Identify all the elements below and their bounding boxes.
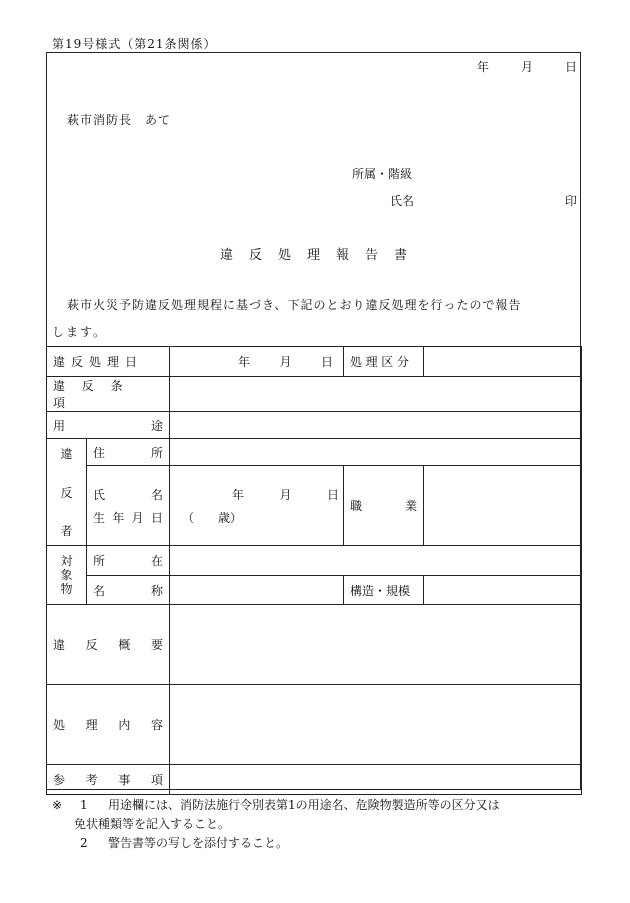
name-birth-label [87, 466, 170, 546]
header-year: 年 [477, 60, 490, 74]
object-label [47, 546, 87, 605]
report-table [46, 346, 582, 795]
occupation-text: 職 業 [350, 499, 418, 513]
note-mark: ※ [52, 798, 63, 812]
reference-label [47, 765, 170, 795]
usage-field[interactable] [170, 412, 582, 439]
structure-label: 構造・規模 [344, 576, 424, 605]
address-field[interactable] [170, 439, 582, 466]
violation-date-field[interactable] [170, 347, 344, 377]
age-label: （ 歳） [182, 510, 243, 525]
birth-day-unit: 日 [326, 487, 339, 502]
title-text: 名 称 [93, 583, 164, 598]
birthLbl-text: 生 年 月 日 [93, 510, 163, 525]
notes [52, 796, 592, 853]
date-day-unit: 日 [320, 355, 333, 369]
action-label [47, 685, 170, 765]
form-number: 第19号様式（第21条関係） [52, 37, 217, 51]
clause-field[interactable] [170, 377, 582, 412]
note-1-number: 1 [80, 798, 88, 812]
header-day: 日 [565, 60, 578, 74]
note-1-line-2: 免状種類等を記入すること。 [74, 817, 231, 831]
object-name-label [87, 576, 170, 605]
reference-text: 参 考 事 項 [53, 773, 163, 787]
action-field[interactable] [170, 685, 582, 765]
address-label [87, 439, 170, 466]
header-month: 月 [521, 60, 534, 74]
violator-text: 違 反 者 [60, 447, 73, 538]
note-2-text: 警告書等の写しを添付すること。 [108, 836, 289, 850]
summary-field[interactable] [170, 605, 582, 685]
birth-date-field[interactable] [170, 466, 344, 546]
summary-label [47, 605, 170, 685]
reference-field[interactable] [170, 765, 582, 795]
birth-month-unit: 月 [279, 487, 292, 502]
violation-date-label: 違反処理日 [47, 347, 170, 377]
usage-label [47, 412, 170, 439]
summary-text: 違 反 概 要 [53, 638, 163, 652]
category-label: 処理区分 [344, 347, 424, 377]
note-1-line-1: 用途欄には、消防法施行令別表第1の用途名、危険物製造所等の区分又は [108, 798, 500, 812]
affiliation-label: 所属・階級 [352, 167, 413, 181]
note-2-number: 2 [80, 836, 88, 850]
addressee: 萩市消防長 あて [67, 113, 172, 127]
structure-field[interactable] [424, 576, 582, 605]
action-text: 処 理 内 容 [53, 718, 163, 732]
occupation-label [344, 466, 424, 546]
object-name-field[interactable] [170, 576, 344, 605]
occupation-field[interactable] [424, 466, 582, 546]
usage-text: 用 途 [53, 418, 164, 433]
violator-label [47, 439, 87, 546]
seal-label: 印 [565, 194, 578, 208]
reporter-name-label: 氏名 [390, 194, 415, 208]
intro-line-2: します。 [52, 325, 108, 339]
location-label [87, 546, 170, 576]
birth-year-unit: 年 [232, 487, 245, 502]
date-year-unit: 年 [238, 355, 251, 369]
report-title: 違反処理報告書 [220, 248, 424, 263]
objectLbl-text: 対 象 物 [60, 554, 73, 596]
clause-label: 違反条項 [47, 377, 170, 412]
category-field[interactable] [424, 347, 582, 377]
location-text: 所 在 [93, 554, 164, 568]
intro-line-1: 萩市火災予防違反処理規程に基づき、下記のとおり違反処理を行ったので報告 [67, 298, 522, 312]
nameLbl-text: 氏 名 [93, 487, 164, 502]
form-frame [46, 52, 581, 790]
location-field[interactable] [170, 546, 582, 576]
date-month-unit: 月 [279, 355, 292, 369]
address-text: 住 所 [93, 445, 164, 460]
